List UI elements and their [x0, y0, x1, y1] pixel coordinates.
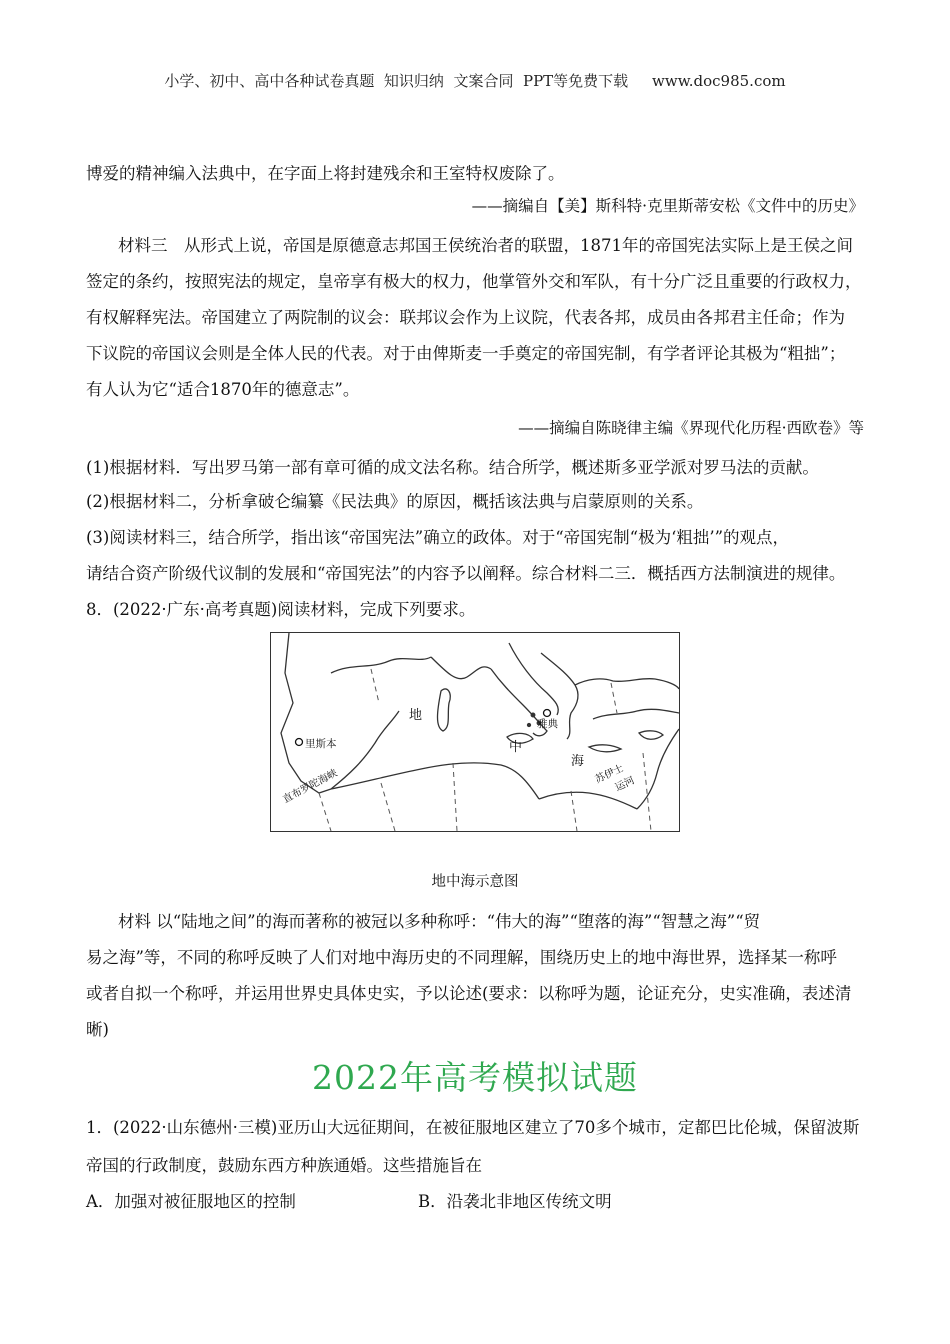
athens-label: 雅典: [537, 718, 558, 730]
map-drawing: [271, 633, 679, 831]
passage-continuation: 博爱的精神编入法典中，在字面上将封建残余和王室特权废除了。: [86, 164, 565, 183]
option-b: B．沿袭北非地区传统文明: [418, 1192, 612, 1211]
mediterranean-map: [270, 632, 680, 832]
sea-label-3: 海: [571, 754, 585, 769]
q8-material-line: 或者自拟一个称呼，并运用世界史具体史实，予以论述(要求：以称呼为题，论证充分，史实准确，表述清: [86, 984, 852, 1003]
map-caption: 地中海示意图: [431, 874, 519, 890]
question-3-line: 请结合资产阶级代议制的发展和“帝国宪法”的内容予以阐释。综合材料二三．概括西方法制演进的规律。: [86, 564, 846, 583]
sea-label-2: 中: [509, 740, 523, 755]
suez-label-2: 运河: [613, 775, 637, 794]
athens-marker: [544, 710, 551, 717]
lisbon-label: 里斯本: [305, 738, 337, 750]
page-header: 小学、初中、高中各种试卷真题 知识归纳 文案合同 PPT等免费下载 www.doc985.com: [164, 72, 786, 90]
option-a: A．加强对被征服地区的控制: [86, 1192, 296, 1211]
gibraltar-label: 直布罗陀海峡: [281, 767, 340, 806]
q8-material-line: 材料 以“陆地之间”的海而著称的被冠以多种称呼：“伟大的海”“堕落的海”“智慧之海”“贸: [118, 912, 761, 931]
q8-material-line: 易之海”等，不同的称呼反映了人们对地中海历史的不同理解，围绕历史上的地中海世界，选择某一称呼: [86, 948, 837, 967]
question-2: (2)根据材料二，分析拿破仑编纂《民法典》的原因，概括该法典与启蒙原则的关系。: [86, 492, 704, 511]
passage-source: ——摘编自【美】斯科特·克里斯蒂安松《文件中的历史》: [471, 197, 864, 215]
q8-material-line: 晰): [86, 1020, 109, 1039]
material3-line: 有人认为它“适合1870年的德意志”。: [86, 380, 360, 399]
lisbon-marker: [296, 739, 303, 746]
question-8-title: 8．(2022·广东·高考真题)阅读材料，完成下列要求。: [86, 600, 476, 619]
material3-source: ——摘编自陈晓律主编《界现代化历程·西欧卷》等: [518, 419, 864, 437]
mock-question-1-line: 帝国的行政制度，鼓励东西方种族通婚。这些措施旨在: [86, 1156, 482, 1175]
question-1: (1)根据材料．写出罗马第一部有章可循的成文法名称。结合所学，概述斯多亚学派对罗马法的贡献。: [86, 458, 819, 477]
section-title: 2022年高考模拟试题: [312, 1058, 638, 1097]
material3-line: 有权解释宪法。帝国建立了两院制的议会：联邦议会作为上议院，代表各邦，成员由各邦君主任命；作为: [86, 308, 845, 327]
suez-label-1: 苏伊士: [593, 763, 626, 786]
question-3-line: (3)阅读材料三，结合所学，指出该“帝国宪法”确立的政体。对于“帝国宪制“极为‘粗拙’”的观点，: [86, 528, 790, 547]
mock-question-1-line: 1．(2022·山东德州·三模)亚历山大远征期间，在被征服地区建立了70多个城市，定都巴比伦城，保留波斯: [86, 1118, 860, 1137]
material3-line: 签定的条约，按照宪法的规定，皇帝享有极大的权力，他掌管外交和军队，有十分广泛且重要的行政权力，: [86, 272, 862, 291]
material3-line: 材料三 从形式上说，帝国是原德意志邦国王侯统治者的联盟，1871年的帝国宪法实际上是王侯之间: [118, 236, 853, 255]
sea-label-1: 地: [409, 708, 423, 723]
material3-line: 下议院的帝国议会则是全体人民的代表。对于由俾斯麦一手奠定的帝国宪制，有学者评论其极为“粗拙”；: [86, 344, 846, 363]
